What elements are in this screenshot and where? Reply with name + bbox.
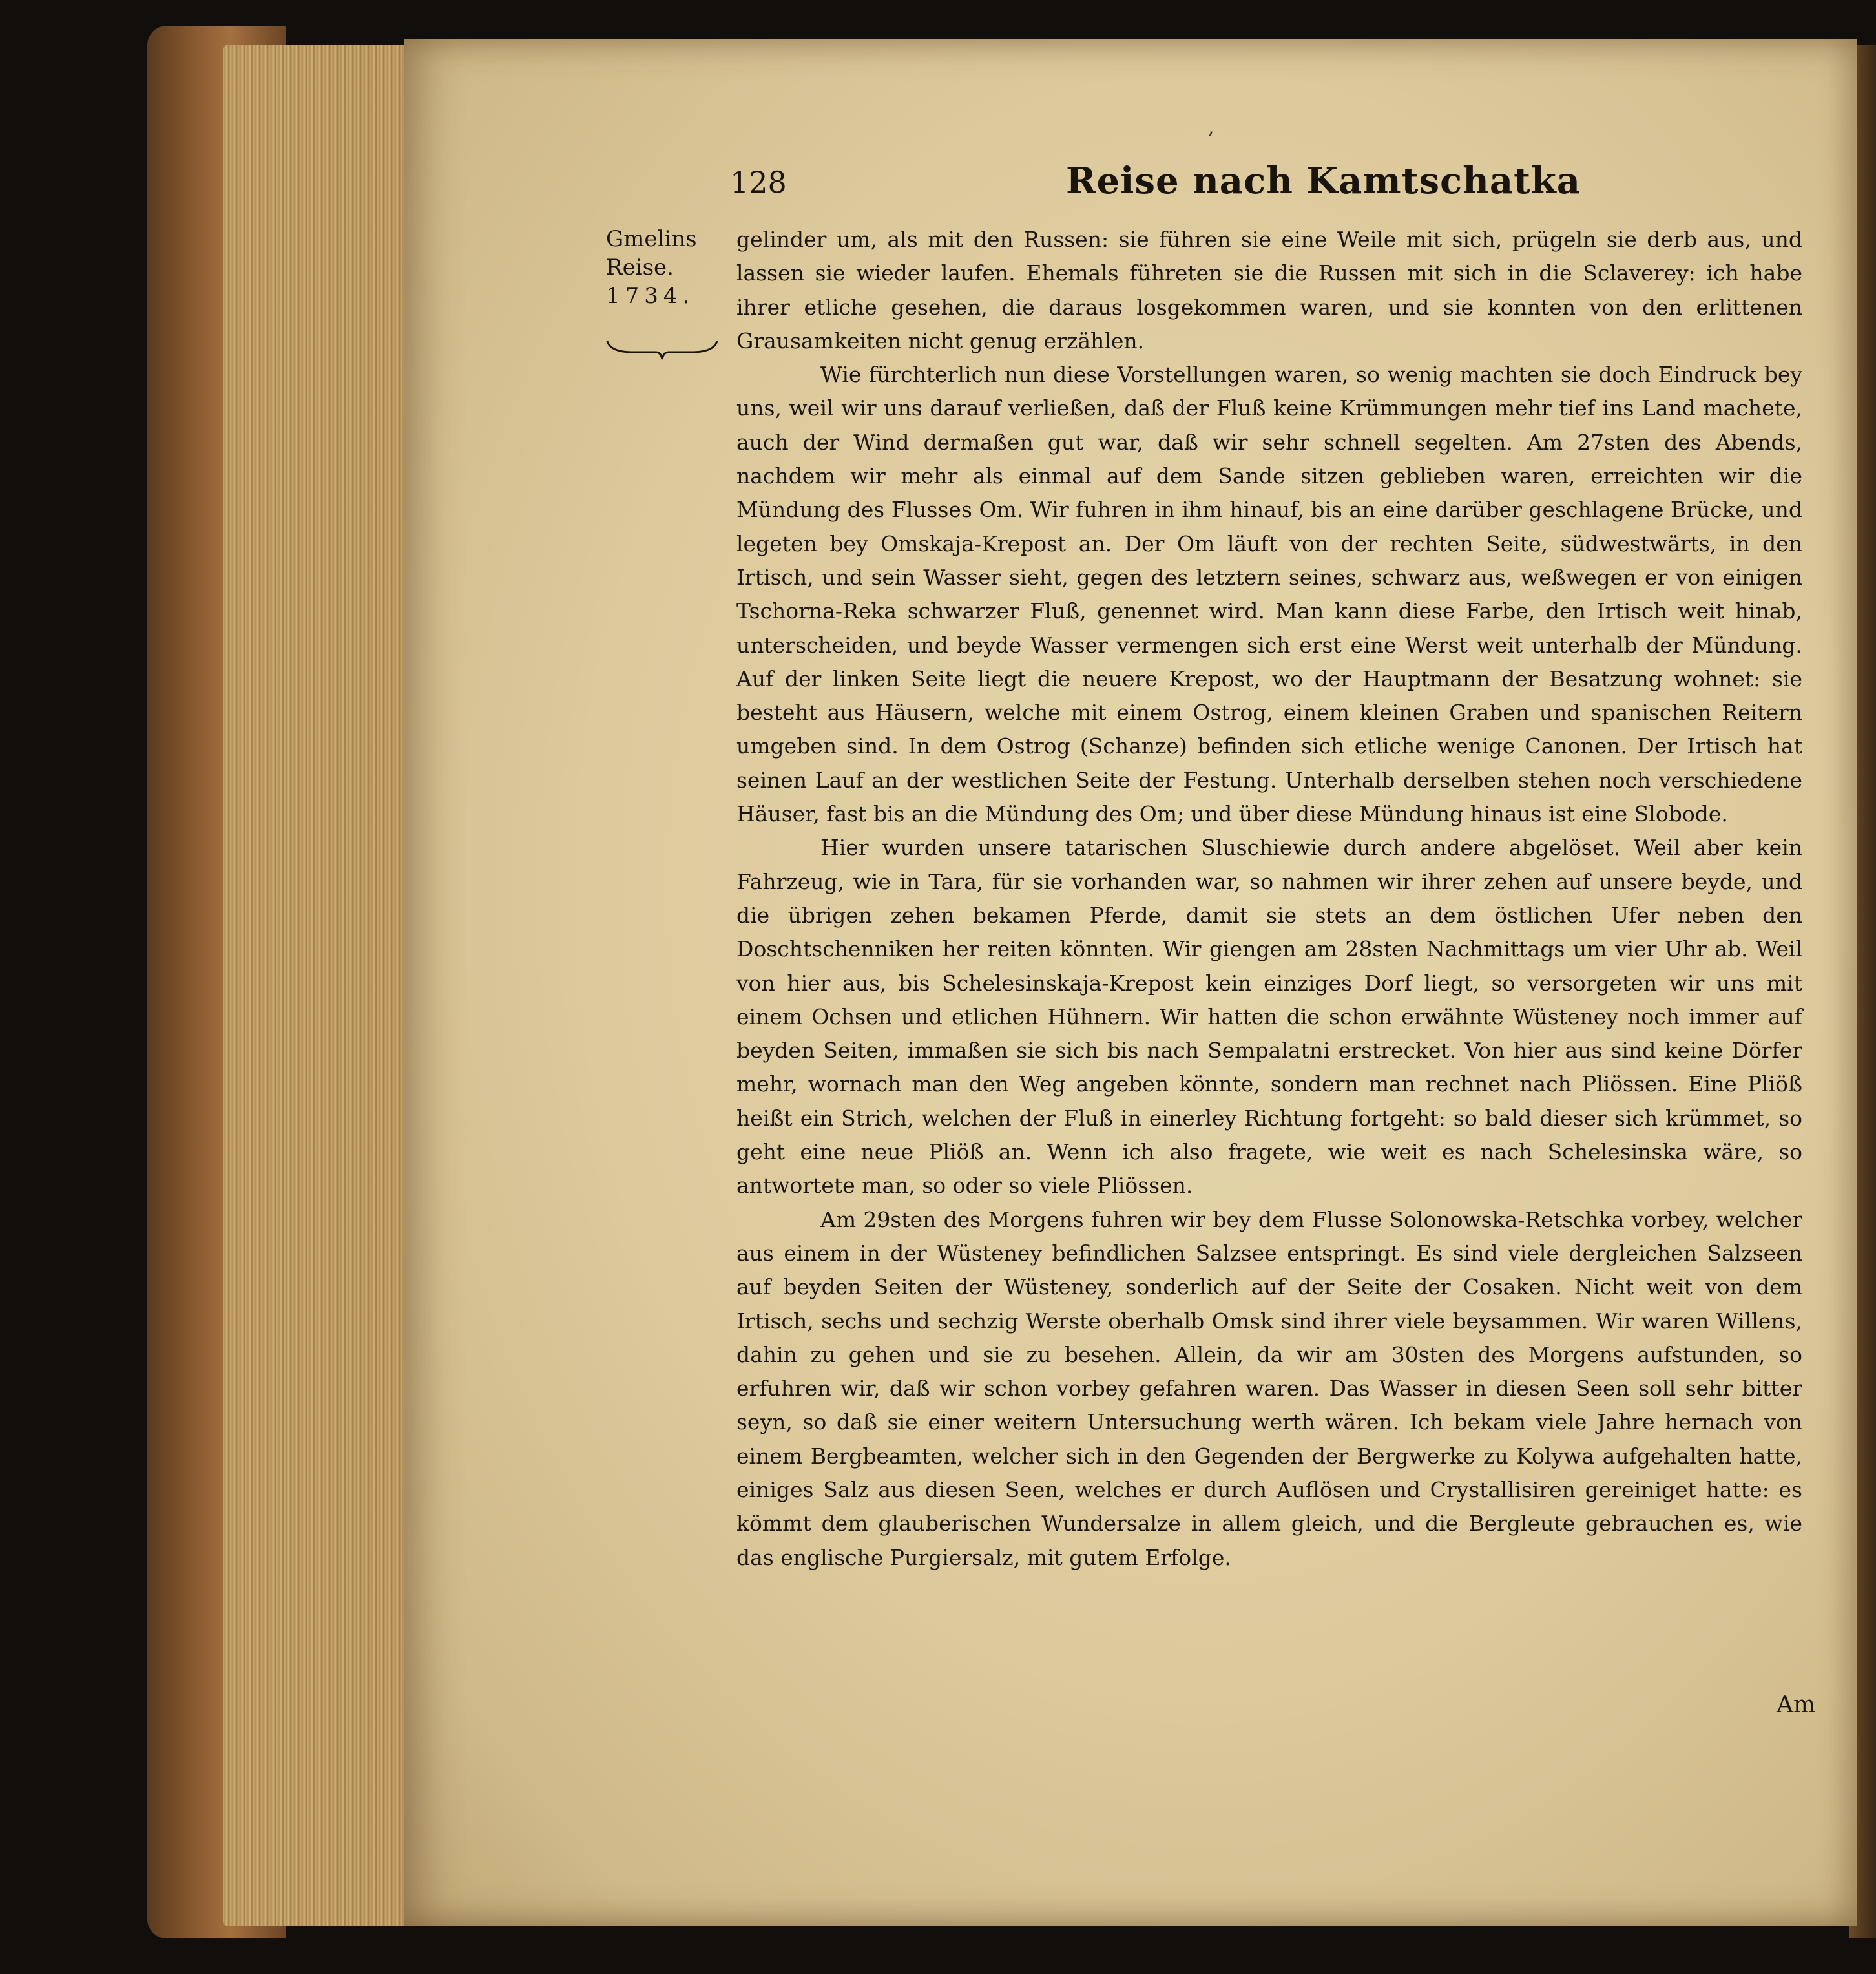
- margin-note: [606, 225, 725, 310]
- margin-brace-icon: [604, 336, 720, 362]
- page-header: [730, 160, 1828, 210]
- running-title: Reise nach Kamtschatka: [1066, 160, 1581, 202]
- paragraph-1: gelinder um, als mit den Russen: sie führen sie eine Weile mit sich, prügeln sie derb aus, und lassen sie wieder laufen. Ehemals führeten sie die Russen mit sich in die Sclaverey: ich habe ihrer etliche gesehen, die daraus losgekommen waren, und sie konnten von den erlittenen Grausamkeiten nicht genug erzählen.: [736, 227, 1802, 353]
- margin-note-title: Reise.: [606, 255, 674, 280]
- catchword: Am: [1777, 1692, 1816, 1718]
- margin-note-year: 1734.: [606, 283, 695, 309]
- margin-note-author: Gmelins: [606, 226, 697, 252]
- page-block-edges: [223, 45, 410, 1926]
- page-number: 128: [730, 165, 787, 200]
- body-text: [736, 223, 1802, 1575]
- ink-mark: ,: [1208, 116, 1214, 139]
- paragraph-3: Hier wurden unsere tatarischen Sluschiewie durch andere abgelöset. Weil aber kein Fahrzeug, wie in Tara, für sie vorhanden war, so nahmen wir ihrer zehen auf unsere beyde, und die übrigen zehen bekamen Pferde, damit sie stets an dem östlichen Ufer neben den Doschtschenniken her reiten könnten. Wir giengen am 28sten Nachmittags um vier Uhr ab. Weil von hier aus, bis Schelesinskaja-Krepost kein einziges Dorf liegt, so versorgeten wir uns mit einem Ochsen und etlichen Hühnern. Wir hatten die schon erwähnte Wüsteney noch immer auf beyden Seiten, immaßen sie sich bis nach Sempalatni erstrecket. Von hier aus sind keine Dörfer mehr, wornach man den Weg angeben könnte, sondern man rechnet nach Pliössen. Eine Pliöß heißt ein Strich, welchen der Fluß in einerley Richtung fortgeht: so bald dieser sich krümmet, so geht eine neue Pliöß an. Wenn ich also fragete, wie weit es nach Schelesinska wäre, so antwortete man, so oder so viele Pliössen.: [736, 835, 1802, 1199]
- paragraph-2: Wie fürchterlich nun diese Vorstellungen waren, so wenig machten sie doch Eindruck bey uns, weil wir uns darauf verließen, daß der Fluß keine Krümmungen mehr tief ins Land machete, auch der Wind dermaßen gut war, daß wir sehr schnell segelten. Am 27sten des Abends, nachdem wir mehr als einmal auf dem Sande sitzen geblieben waren, erreichten wir die Mündung des Flusses Om. Wir fuhren in ihm hinauf, bis an eine darüber geschlagene Brücke, und legeten bey Omskaja-Krepost an. Der Om läuft von der rechten Seite, südwestwärts, in den Irtisch, und sein Wasser sieht, gegen des letztern seines, schwarz aus, weßwegen er von einigen Tschorna-Reka schwarzer Fluß, genennet wird. Man kann diese Farbe, den Irtisch weit hinab, unterscheiden, und beyde Wasser vermengen sich erst eine Werst weit unterhalb der Mündung. Auf der linken Seite liegt die neuere Krepost, wo der Hauptmann der Besatzung wohnet: sie besteht aus Häusern, welche mit einem Ostrog, einem kleinen Graben und spanischen Reitern umgeben sind. In dem Ostrog (Schanze) befinden sich etliche wenige Canonen. Der Irtisch hat seinen Lauf an der westlichen Seite der Festung. Unterhalb derselben stehen noch verschiedene Häuser, fast bis an die Mündung des Om; und über diese Mündung hinaus ist eine Slobode.: [736, 362, 1802, 827]
- paragraph-4: Am 29sten des Morgens fuhren wir bey dem Flusse Solonowska-Retschka vorbey, welcher aus einem in der Wüsteney befindlichen Salzsee entspringt. Es sind viele dergleichen Salzseen auf beyden Seiten der Wüsteney, sonderlich auf der Seite der Cosaken. Nicht weit von dem Irtisch, sechs und sechzig Werste oberhalb Omsk sind ihrer viele beysammen. Wir waren Willens, dahin zu gehen und sie zu besehen. Allein, da wir am 30sten des Morgens aufstunden, so erfuhren wir, daß wir schon vorbey gefahren waren. Das Wasser in diesen Seen soll sehr bitter seyn, so daß sie einer weitern Untersuchung werth wären. Ich bekam viele Jahre hernach von einem Bergbeamten, welcher sich in den Gegenden der Bergwerke zu Kolywa aufgehalten hatte, einiges Salz aus diesen Seen, welches er durch Auflösen und Crystallisiren gereiniget hatte: es kömmt dem glauberischen Wundersalze in allem gleich, und die Bergleute gebrauchen es, wie das englische Purgiersalz, mit gutem Erfolge.: [736, 1206, 1802, 1570]
